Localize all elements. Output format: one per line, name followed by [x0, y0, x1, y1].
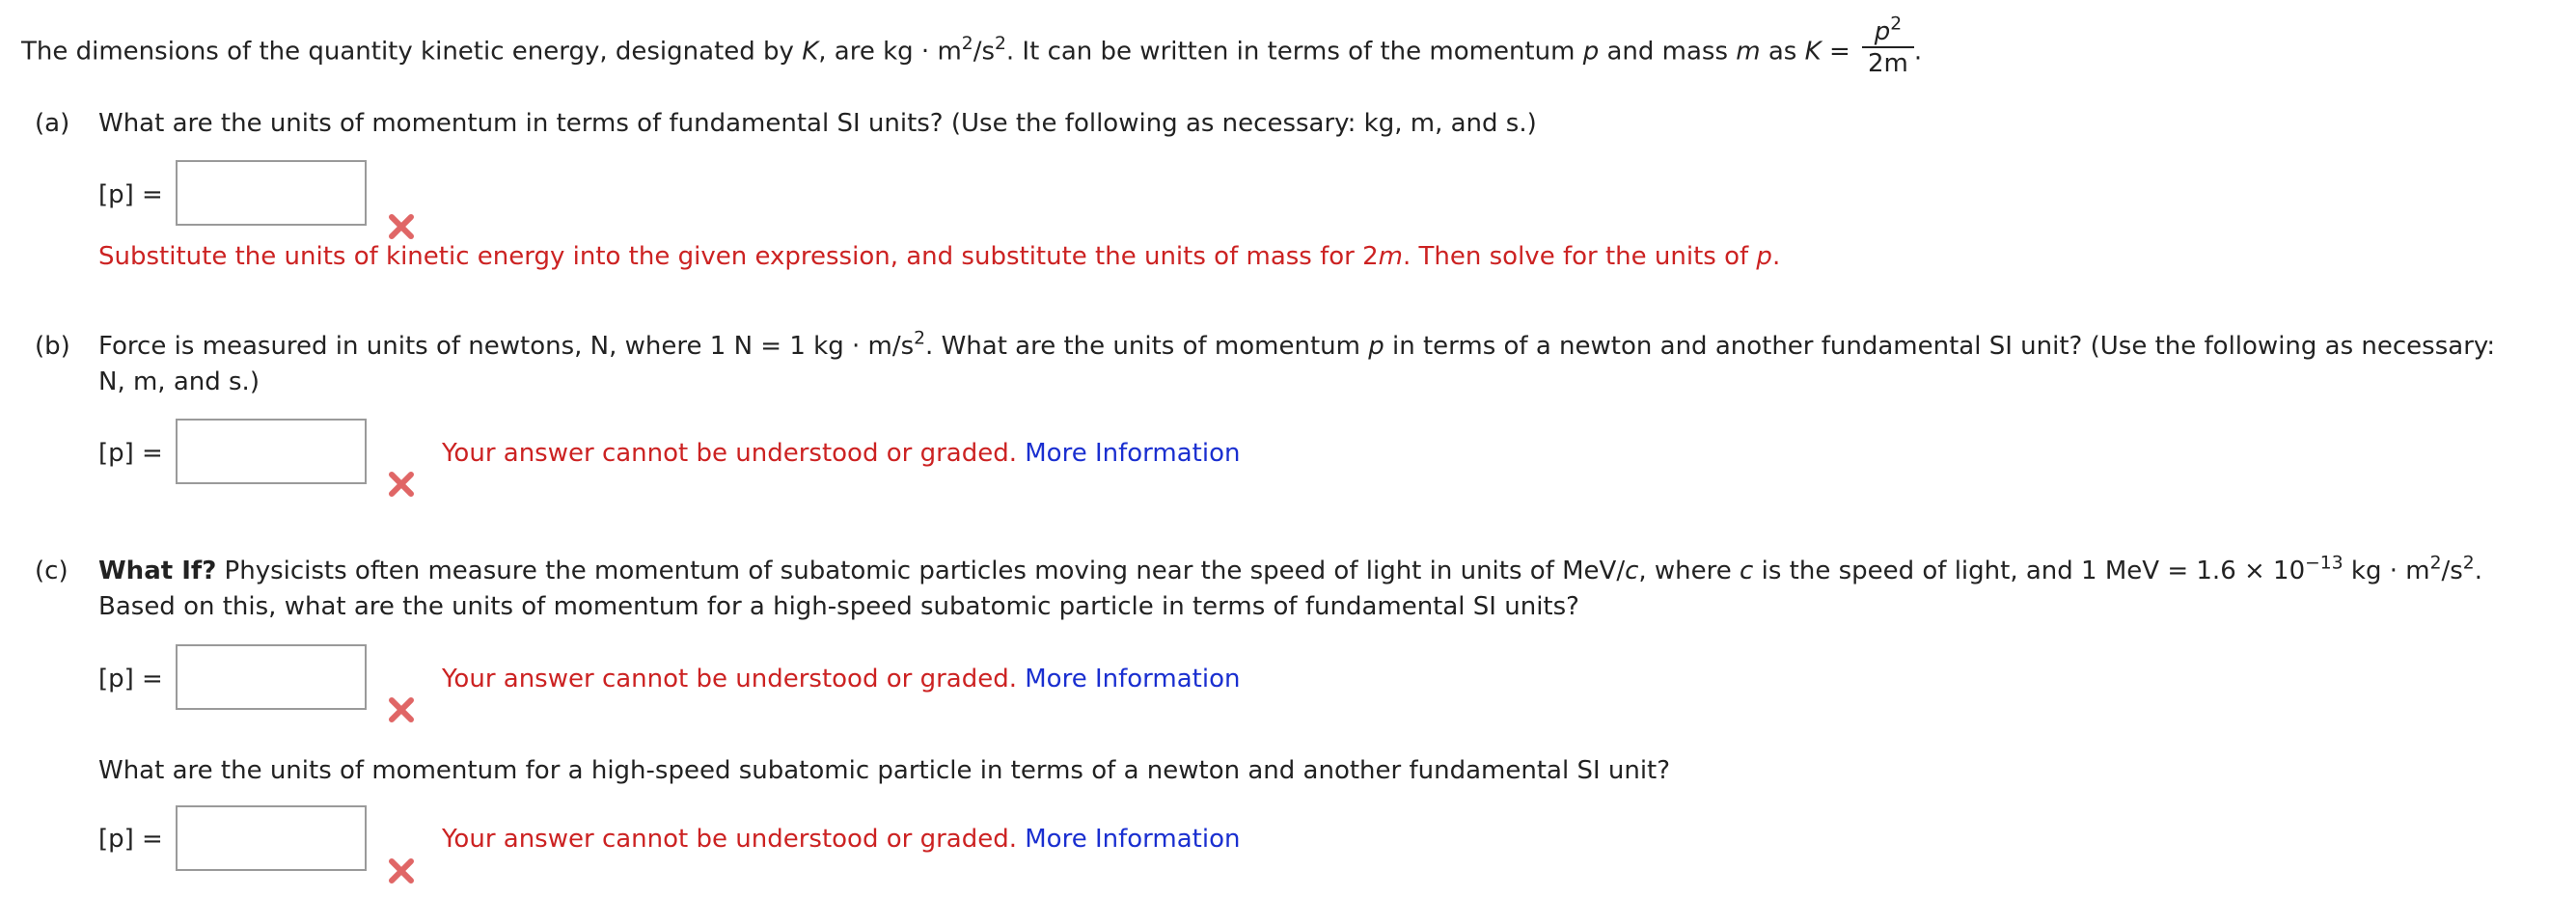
part-c-answer1-input[interactable]	[176, 644, 367, 710]
part-b-answer-input[interactable]	[176, 419, 367, 484]
part-a-answer-input[interactable]	[176, 160, 367, 226]
part-c-letter: (c)	[35, 557, 69, 585]
part-b-answer-label: [p] =	[98, 439, 163, 468]
part-b-question-line1: Force is measured in units of newtons, N, where 1 N = 1 kg · $m/s^2$. What are the units of momentum p in terms of a newton and another fundamental SI unit? (Use the following as necessary:	[98, 328, 2496, 361]
part-c-error-message-2: Your answer cannot be understood or graded. More Information	[442, 825, 1241, 854]
part-b-question-line2: N, m, and s.)	[98, 367, 260, 396]
part-a-hint: Substitute the units of kinetic energy into the given expression, and substitute the units of mass for 2m. Then solve for the units of p.	[98, 242, 1781, 271]
part-b-error-message: Your answer cannot be understood or graded. More Information	[442, 439, 1241, 468]
part-a-letter: (a)	[35, 109, 70, 138]
part-c-sub-question: What are the units of momentum for a high-speed subatomic particle in terms of a newton and another fundamental SI unit?	[98, 756, 1671, 785]
more-information-link[interactable]: More Information	[1025, 825, 1241, 854]
more-information-link[interactable]: More Information	[1025, 665, 1241, 693]
part-c-answer2-input[interactable]	[176, 805, 367, 871]
x-mark-icon	[387, 470, 416, 499]
x-mark-icon	[387, 695, 416, 724]
part-c-answer1-label: [p] =	[98, 665, 163, 693]
part-b-letter: (b)	[35, 332, 70, 361]
part-a-answer-label: [p] =	[98, 180, 163, 209]
part-c-error-message-1: Your answer cannot be understood or graded. More Information	[442, 665, 1241, 693]
x-mark-icon	[387, 212, 416, 241]
part-c-question-line2: Based on this, what are the units of momentum for a high-speed subatomic particle in terms of fundamental SI units?	[98, 592, 1579, 621]
intro-text: The dimensions of the quantity kinetic energy, designated by K, are kg · $m^2/s^2$. It can be written in terms of the momentum p and mass m as K = $\frac{p^2}{2m}$ .	[21, 14, 1923, 78]
more-information-link[interactable]: More Information	[1025, 439, 1241, 468]
kinetic-energy-fraction: $\frac{p^2}{2m}$	[1862, 17, 1914, 79]
part-c-answer2-label: [p] =	[98, 825, 163, 854]
part-c-question-line1: What If? Physicists often measure the momentum of subatomic particles moving near the speed of light in units of MeV/c, where c is the speed of light, and 1 MeV = $1.6 \times 10^{-13}$ kg · $m^2/s^2$.	[98, 553, 2482, 585]
part-a-question: What are the units of momentum in terms of fundamental SI units? (Use the following as necessary: kg, m, and s.)	[98, 109, 1537, 138]
x-mark-icon	[387, 856, 416, 885]
